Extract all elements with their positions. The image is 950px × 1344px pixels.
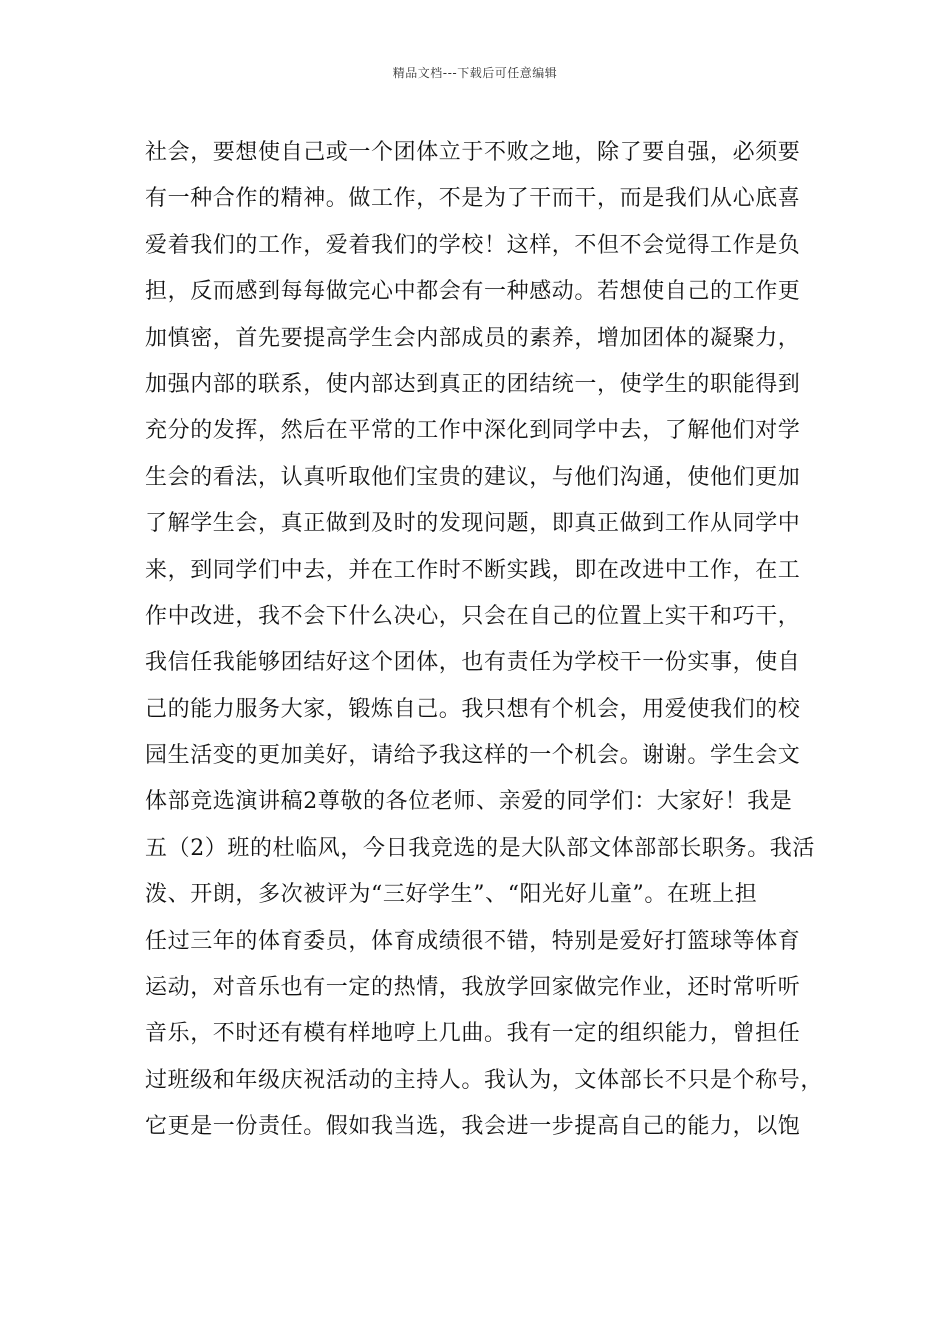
text-line: 它更是一份责任。假如我当选，我会进一步提高自己的能力，以饱 xyxy=(145,1114,801,1140)
text-line: 体部竞选演讲稿2尊敬的各位老师、亲爱的同学们：大家好！我是 xyxy=(145,789,793,815)
text-line: 五（2）班的杜临风，今日我竞选的是大队部文体部部长职务。我活 xyxy=(145,835,815,861)
text-line: 作中改进，我不会下什么决心，只会在自己的位置上实干和巧干， xyxy=(145,603,801,629)
text-line: 泼、开朗，多次被评为“三好学生”、“阳光好儿童”。在班上担 xyxy=(145,882,758,908)
text-line: 生会的看法，认真听取他们宝贵的建议，与他们沟通，使他们更加 xyxy=(145,464,801,490)
text-line: 加强内部的联系，使内部达到真正的团结统一，使学生的职能得到 xyxy=(145,371,801,397)
text-line: 充分的发挥，然后在平常的工作中深化到同学中去，了解他们对学 xyxy=(145,418,801,444)
document-body xyxy=(145,130,835,1151)
text-line: 社会，要想使自己或一个团体立于不败之地，除了要自强，必须要 xyxy=(145,140,801,165)
text-line: 有一种合作的精神。做工作，不是为了干而干，而是我们从心底喜 xyxy=(145,186,801,212)
text-line: 园生活变的更加美好，请给予我这样的一个机会。谢谢。学生会文 xyxy=(145,743,801,769)
text-line: 己的能力服务大家，锻炼自己。我只想有个机会，用爱使我们的校 xyxy=(145,696,801,722)
text-line: 音乐，不时还有模有样地哼上几曲。我有一定的组织能力，曾担任 xyxy=(145,1021,801,1047)
text-line: 来，到同学们中去，并在工作时不断实践，即在改进中工作，在工 xyxy=(145,557,801,583)
text-line: 任过三年的体育委员，体育成绩很不错，特别是爱好打篮球等体育 xyxy=(145,928,801,954)
text-line: 过班级和年级庆祝活动的主持人。我认为，文体部长不只是个称号， xyxy=(145,1067,824,1093)
text-line: 运动，对音乐也有一定的热情，我放学回家做完作业，还时常听听 xyxy=(145,975,801,1001)
text-line: 了解学生会，真正做到及时的发现问题，即真正做到工作从同学中 xyxy=(145,511,801,537)
page-header: 精品文档---下载后可任意编辑 xyxy=(392,66,558,80)
text-line: 担，反而感到每每做完心中都会有一种感动。若想使自己的工作更 xyxy=(145,279,801,305)
text-line: 加慎密，首先要提高学生会内部成员的素养，增加团体的凝聚力， xyxy=(145,325,801,351)
text-line: 我信任我能够团结好这个团体，也有责任为学校干一份实事，使自 xyxy=(145,650,801,676)
text-line: 爱着我们的工作，爱着我们的学校！这样，不但不会觉得工作是负 xyxy=(145,232,801,258)
